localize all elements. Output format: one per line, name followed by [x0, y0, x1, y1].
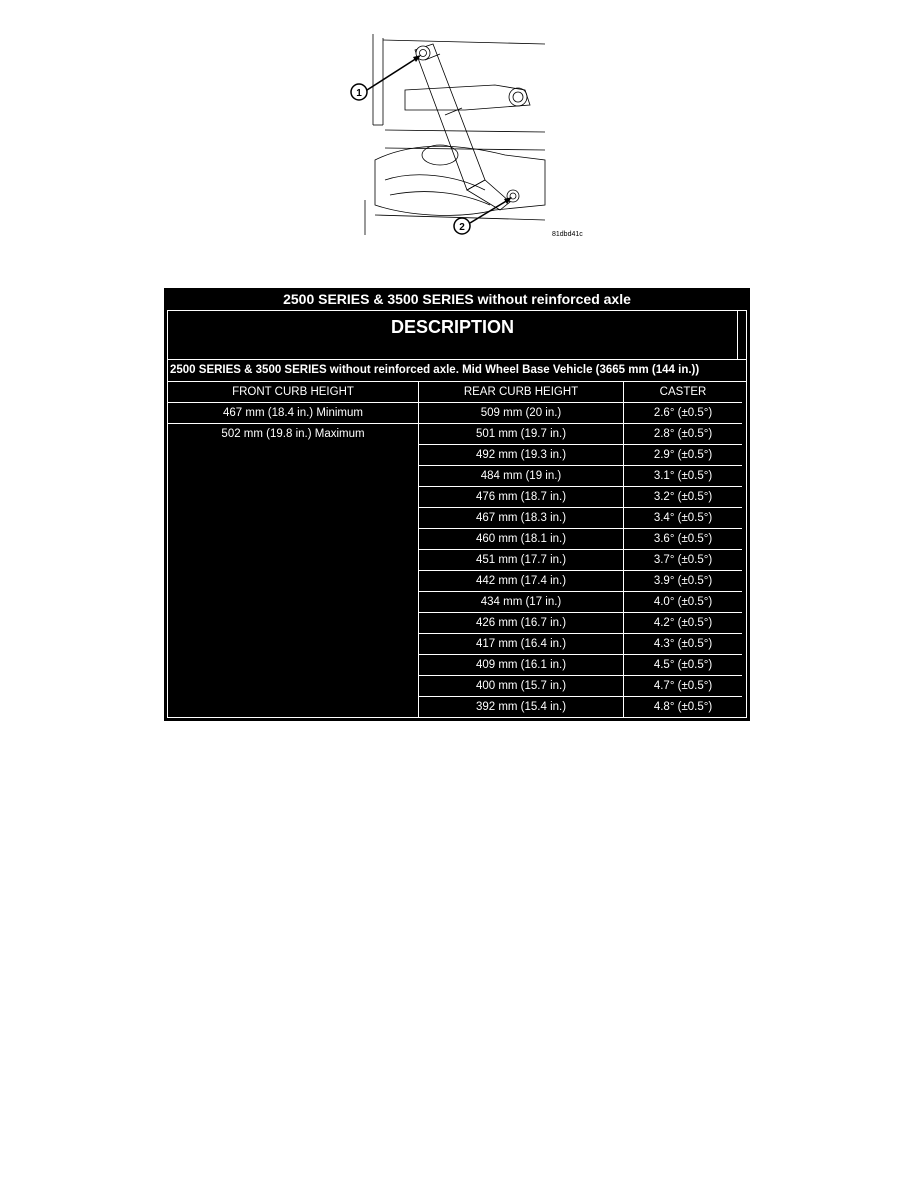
rear-curb-height-cell: 392 mm (15.4 in.) [418, 697, 623, 717]
spec-grid [168, 381, 746, 717]
vehicle-subheader-row [168, 359, 746, 381]
rear-curb-height-cell: 442 mm (17.4 in.) [418, 571, 623, 592]
callout-1 [351, 55, 421, 100]
caster-cell: 4.3° (±0.5°) [623, 634, 742, 655]
rear-curb-height-cell: 460 mm (18.1 in.) [418, 529, 623, 550]
caster-cell: 2.6° (±0.5°) [623, 403, 742, 424]
description-row [168, 311, 746, 359]
caster-cell: 4.7° (±0.5°) [623, 676, 742, 697]
rear-curb-height-cell: 426 mm (16.7 in.) [418, 613, 623, 634]
table-title: 2500 SERIES & 3500 SERIES without reinforced axle [283, 291, 631, 307]
front-curb-height-max: 502 mm (19.8 in.) Maximum [221, 428, 365, 440]
caster-cell: 3.1° (±0.5°) [623, 466, 742, 487]
curb-height-caster-table [164, 288, 750, 721]
rear-curb-height-cell: 409 mm (16.1 in.) [418, 655, 623, 676]
rear-curb-height-cell: 434 mm (17 in.) [418, 592, 623, 613]
callout-2-label: 2 [459, 222, 465, 233]
rear-curb-height-cell: 467 mm (18.3 in.) [418, 508, 623, 529]
figure-code: 81dbd41c [552, 231, 583, 238]
column-header-rear: REAR CURB HEIGHT [418, 382, 623, 403]
shock-absorber-illustration [345, 30, 585, 240]
rear-curb-height-cell: 492 mm (19.3 in.) [418, 445, 623, 466]
caster-cell: 4.2° (±0.5°) [623, 613, 742, 634]
caster-cell: 3.9° (±0.5°) [623, 571, 742, 592]
table-body [167, 310, 747, 718]
rear-curb-height-cell: 451 mm (17.7 in.) [418, 550, 623, 571]
column-header-caster: CASTER [623, 382, 742, 403]
caster-cell: 3.7° (±0.5°) [623, 550, 742, 571]
column-header-front: FRONT CURB HEIGHT [168, 382, 418, 403]
vehicle-subheader: 2500 SERIES & 3500 SERIES without reinforced axle. Mid Wheel Base Vehicle (3665 mm (144 in.)) [170, 364, 700, 376]
caster-cell: 4.0° (±0.5°) [623, 592, 742, 613]
shock-absorber-drawing [345, 30, 585, 240]
rear-curb-height-cell: 400 mm (15.7 in.) [418, 676, 623, 697]
rear-curb-height-cell: 501 mm (19.7 in.) [418, 424, 623, 445]
caster-cell: 3.4° (±0.5°) [623, 508, 742, 529]
rear-curb-height-cell: 417 mm (16.4 in.) [418, 634, 623, 655]
front-curb-height-min: 467 mm (18.4 in.) Minimum [168, 403, 418, 424]
callout-1-label: 1 [356, 88, 362, 99]
rear-curb-height-cell: 509 mm (20 in.) [418, 403, 623, 424]
caster-cell: 3.2° (±0.5°) [623, 487, 742, 508]
caster-cell: 4.8° (±0.5°) [623, 697, 742, 717]
caster-cell: 4.5° (±0.5°) [623, 655, 742, 676]
description-header: DESCRIPTION [390, 317, 514, 337]
rear-curb-height-cell: 484 mm (19 in.) [418, 466, 623, 487]
caster-cell: 2.9° (±0.5°) [623, 445, 742, 466]
rear-curb-height-cell: 476 mm (18.7 in.) [418, 487, 623, 508]
caster-cell: 3.6° (±0.5°) [623, 529, 742, 550]
caster-cell: 2.8° (±0.5°) [623, 424, 742, 445]
